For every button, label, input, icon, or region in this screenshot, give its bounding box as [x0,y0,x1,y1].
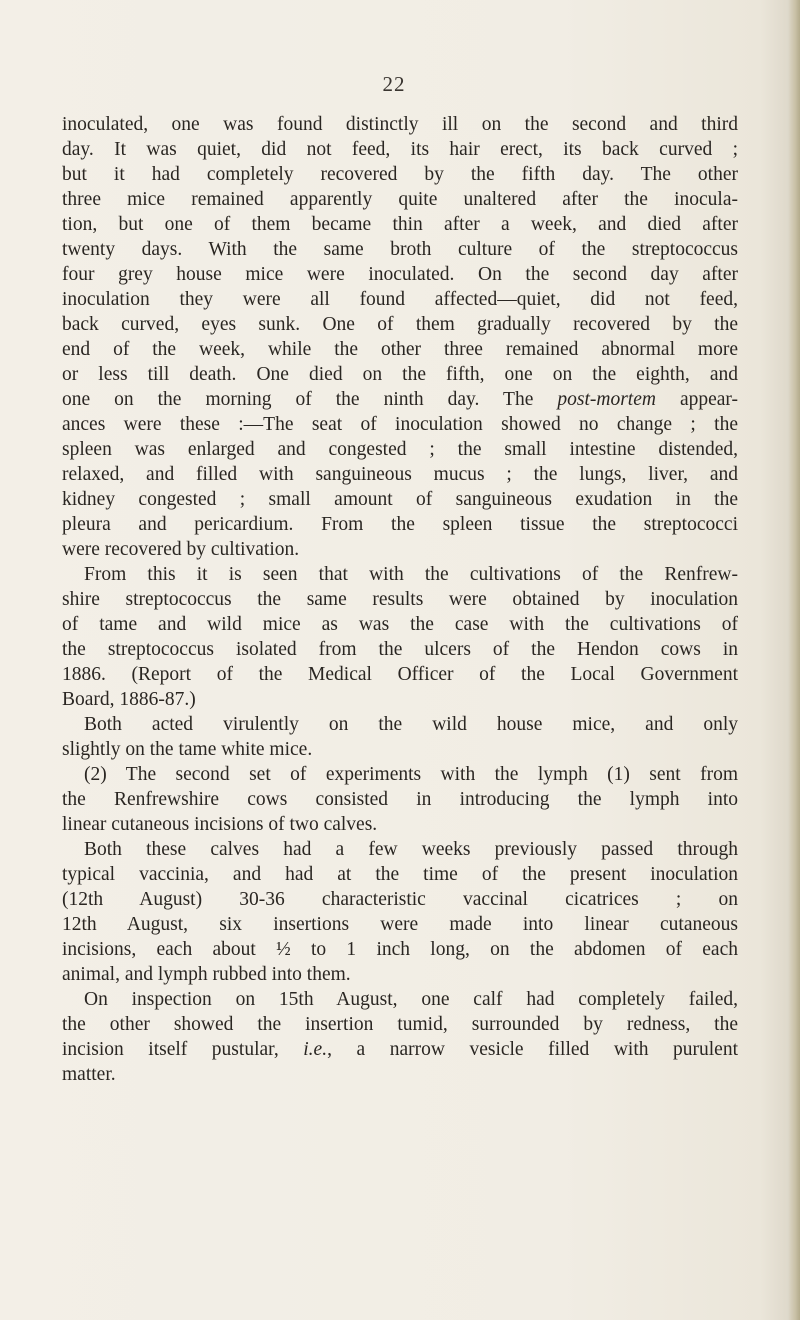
text-line: the streptococcus isolated from the ulcers of the Hendon cows in [62,639,738,660]
text-line: twenty days. With the same broth culture of the streptococcus [62,239,738,260]
text-line: typical vaccinia, and had at the time of the present inoculation [62,864,738,885]
text-line: incision itself pustular, i.e., a narrow vesicle filled with purulent [62,1039,738,1060]
text-line: the other showed the insertion tumid, surrounded by redness, the [62,1014,738,1035]
text-line: of tame and wild mice as was the case with the cultivations of [62,614,738,635]
page-edge-shadow [788,0,800,1320]
text-line: slightly on the tame white mice. [62,739,313,760]
text-line: incisions, each about ½ to 1 inch long, on the abdomen of each [62,939,738,960]
text-line: On inspection on 15th August, one calf had completely failed, [84,989,738,1010]
text-line: 12th August, six insertions were made into linear cutaneous [62,914,738,935]
text-line: 1886. (Report of the Medical Officer of the Local Government [62,664,738,685]
text-line: kidney congested ; small amount of sanguineous exudation in the [62,489,738,510]
text-line: three mice remained apparently quite unaltered after the inocula- [62,189,738,210]
text-line: tion, but one of them became thin after a week, and died after [62,214,738,235]
text-line: matter. [62,1064,116,1085]
text-line: relaxed, and filled with sanguineous mucus ; the lungs, liver, and [62,464,738,485]
text-line: (12th August) 30-36 characteristic vaccinal cicatrices ; on [62,889,738,910]
text-line: four grey house mice were inoculated. On the second day after [62,264,738,285]
text-line: spleen was enlarged and congested ; the small intestine distended, [62,439,738,460]
text-line: From this it is seen that with the cultivations of the Renfrew- [84,564,738,585]
text-line: or less till death. One died on the fifth, one on the eighth, and [62,364,738,385]
text-line: pleura and pericardium. From the spleen tissue the streptococci [62,514,738,535]
text-line: inoculated, one was found distinctly ill on the second and third [62,114,738,135]
text-line: inoculation they were all found affected—quiet, did not feed, [62,289,738,310]
text-line: one on the morning of the ninth day. The post-mortem appear- [62,389,739,410]
text-line: were recovered by cultivation. [62,539,300,560]
text-line: day. It was quiet, did not feed, its hair erect, its back curved ; [62,139,738,160]
body-text [62,112,738,1087]
page-number: 22 [382,72,406,96]
text-line: Both acted virulently on the wild house mice, and only [84,714,738,735]
text-line: back curved, eyes sunk. One of them gradually recovered by the [62,314,738,335]
text-line: shire streptococcus the same results were obtained by inoculation [62,589,738,610]
text-line: but it had completely recovered by the fifth day. The other [62,164,738,185]
text-line: linear cutaneous incisions of two calves. [62,814,378,835]
text-line: animal, and lymph rubbed into them. [62,964,351,985]
text-line: (2) The second set of experiments with the lymph (1) sent from [84,764,738,785]
text-line: ances were these :—The seat of inoculation showed no change ; the [62,414,738,435]
text-line: Board, 1886-87.) [62,689,196,710]
text-line: end of the week, while the other three remained abnormal more [62,339,738,360]
text-line: Both these calves had a few weeks previously passed through [84,839,738,860]
text-line: the Renfrewshire cows consisted in introducing the lymph into [62,789,738,810]
